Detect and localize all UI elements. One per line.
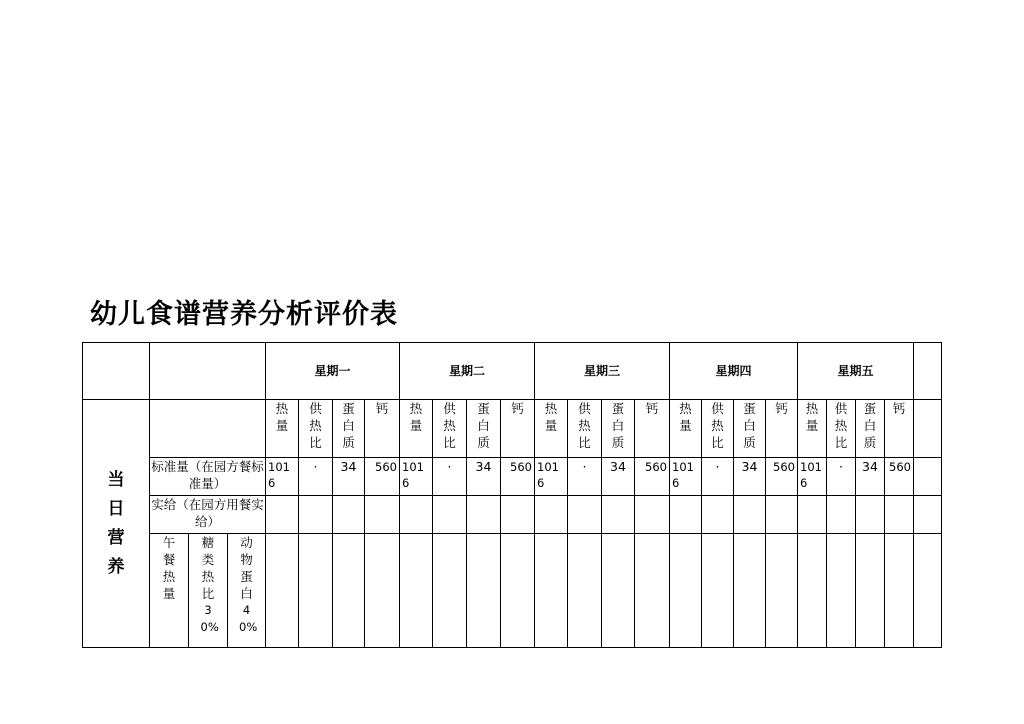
day-header: 星期二 bbox=[400, 343, 535, 400]
ratio-cell bbox=[433, 534, 467, 648]
nutrition-table bbox=[82, 342, 942, 648]
actual-cell bbox=[827, 496, 856, 534]
standard-ratio: · bbox=[299, 458, 333, 496]
ratio-cell bbox=[885, 534, 914, 648]
label-header-cell bbox=[150, 343, 266, 400]
actual-cell bbox=[400, 496, 433, 534]
metric-header-calcium: 钙 bbox=[885, 400, 914, 458]
ratio-cell bbox=[400, 534, 433, 648]
ratio-cell bbox=[266, 534, 299, 648]
metric-header-protein: 蛋白质 bbox=[734, 400, 766, 458]
metric-header-protein: 蛋白质 bbox=[856, 400, 885, 458]
actual-cell bbox=[501, 496, 535, 534]
standard-heat: 1016 bbox=[798, 458, 827, 496]
actual-cell bbox=[856, 496, 885, 534]
standard-protein: 34 bbox=[734, 458, 766, 496]
standard-protein: 34 bbox=[467, 458, 501, 496]
actual-cell bbox=[433, 496, 467, 534]
metric-header-ratio: 供热比 bbox=[299, 400, 333, 458]
metric-header-ratio: 供热比 bbox=[433, 400, 467, 458]
label-header-cell bbox=[150, 400, 266, 458]
metric-header-calcium: 钙 bbox=[635, 400, 670, 458]
standard-protein: 34 bbox=[602, 458, 635, 496]
ratio-cell bbox=[827, 534, 856, 648]
actual-cell bbox=[602, 496, 635, 534]
actual-cell bbox=[299, 496, 333, 534]
standard-ratio: · bbox=[702, 458, 734, 496]
standard-heat: 1016 bbox=[535, 458, 568, 496]
actual-row bbox=[83, 496, 942, 534]
standard-calcium: 560 bbox=[635, 458, 670, 496]
actual-cell bbox=[766, 496, 798, 534]
actual-cell bbox=[365, 496, 400, 534]
metric-header-heat: 热量 bbox=[798, 400, 827, 458]
ratio-cell bbox=[766, 534, 798, 648]
actual-cell bbox=[266, 496, 299, 534]
actual-cell bbox=[798, 496, 827, 534]
page-title: 幼儿食谱营养分析评价表 bbox=[90, 299, 398, 330]
day-header: 星期一 bbox=[266, 343, 400, 400]
standard-heat: 1016 bbox=[266, 458, 299, 496]
actual-cell bbox=[467, 496, 501, 534]
animal-protein-label: 动物蛋白 40% bbox=[228, 534, 266, 648]
metric-header-ratio: 供热比 bbox=[827, 400, 856, 458]
metric-header-protein: 蛋白质 bbox=[333, 400, 365, 458]
ratio-cell bbox=[568, 534, 602, 648]
actual-cell bbox=[333, 496, 365, 534]
metric-header-heat: 热量 bbox=[266, 400, 299, 458]
ratio-cell bbox=[670, 534, 702, 648]
metric-header-heat: 热量 bbox=[535, 400, 568, 458]
trailing-cell bbox=[914, 534, 942, 648]
metric-header-heat: 热量 bbox=[670, 400, 702, 458]
actual-cell bbox=[885, 496, 914, 534]
ratio-cell bbox=[702, 534, 734, 648]
standard-ratio: · bbox=[827, 458, 856, 496]
standard-calcium: 560 bbox=[501, 458, 535, 496]
metric-header-heat: 热量 bbox=[400, 400, 433, 458]
standard-protein: 34 bbox=[333, 458, 365, 496]
actual-cell bbox=[568, 496, 602, 534]
sugar-percent: 30% bbox=[200, 603, 219, 634]
ratio-cell bbox=[501, 534, 535, 648]
actual-cell bbox=[670, 496, 702, 534]
standard-row bbox=[83, 458, 942, 496]
standard-heat: 1016 bbox=[400, 458, 433, 496]
trailing-cell bbox=[914, 400, 942, 458]
metric-header-calcium: 钙 bbox=[766, 400, 798, 458]
day-header: 星期三 bbox=[535, 343, 670, 400]
day-header: 星期五 bbox=[798, 343, 914, 400]
lunch-heat-label: 午餐热量 bbox=[150, 534, 189, 648]
metric-header-calcium: 钙 bbox=[365, 400, 400, 458]
day-header-row bbox=[83, 343, 942, 400]
trailing-cell bbox=[914, 458, 942, 496]
standard-calcium: 560 bbox=[766, 458, 798, 496]
actual-cell bbox=[734, 496, 766, 534]
animal-percent: 40% bbox=[239, 603, 258, 634]
ratio-cell bbox=[365, 534, 400, 648]
standard-protein: 34 bbox=[856, 458, 885, 496]
standard-heat: 1016 bbox=[670, 458, 702, 496]
ratio-cell bbox=[467, 534, 501, 648]
ratio-cell bbox=[299, 534, 333, 648]
sugar-heat-ratio-label: 糖类热比 30% bbox=[189, 534, 228, 648]
day-header: 星期四 bbox=[670, 343, 798, 400]
standard-calcium: 560 bbox=[365, 458, 400, 496]
ratio-cell bbox=[635, 534, 670, 648]
metric-header-protein: 蛋白质 bbox=[602, 400, 635, 458]
metric-header-ratio: 供热比 bbox=[568, 400, 602, 458]
ratio-cell bbox=[856, 534, 885, 648]
standard-ratio: · bbox=[568, 458, 602, 496]
metric-header-row bbox=[83, 400, 942, 458]
actual-label: 实给（在园方用餐实给） bbox=[150, 496, 266, 534]
standard-label: 标准量（在园方餐标准量） bbox=[150, 458, 266, 496]
ratio-cell bbox=[535, 534, 568, 648]
trailing-cell bbox=[914, 343, 942, 400]
actual-cell bbox=[702, 496, 734, 534]
metric-header-calcium: 钙 bbox=[501, 400, 535, 458]
ratio-row bbox=[83, 534, 942, 648]
standard-ratio: · bbox=[433, 458, 467, 496]
ratio-cell bbox=[798, 534, 827, 648]
daily-nutrition-side-label: 当 日 营 养 bbox=[83, 400, 150, 648]
ratio-cell bbox=[333, 534, 365, 648]
metric-header-ratio: 供热比 bbox=[702, 400, 734, 458]
actual-cell bbox=[535, 496, 568, 534]
ratio-cell bbox=[734, 534, 766, 648]
standard-calcium: 560 bbox=[885, 458, 914, 496]
corner-cell bbox=[83, 343, 150, 400]
actual-cell bbox=[635, 496, 670, 534]
metric-header-protein: 蛋白质 bbox=[467, 400, 501, 458]
ratio-cell bbox=[602, 534, 635, 648]
trailing-cell bbox=[914, 496, 942, 534]
